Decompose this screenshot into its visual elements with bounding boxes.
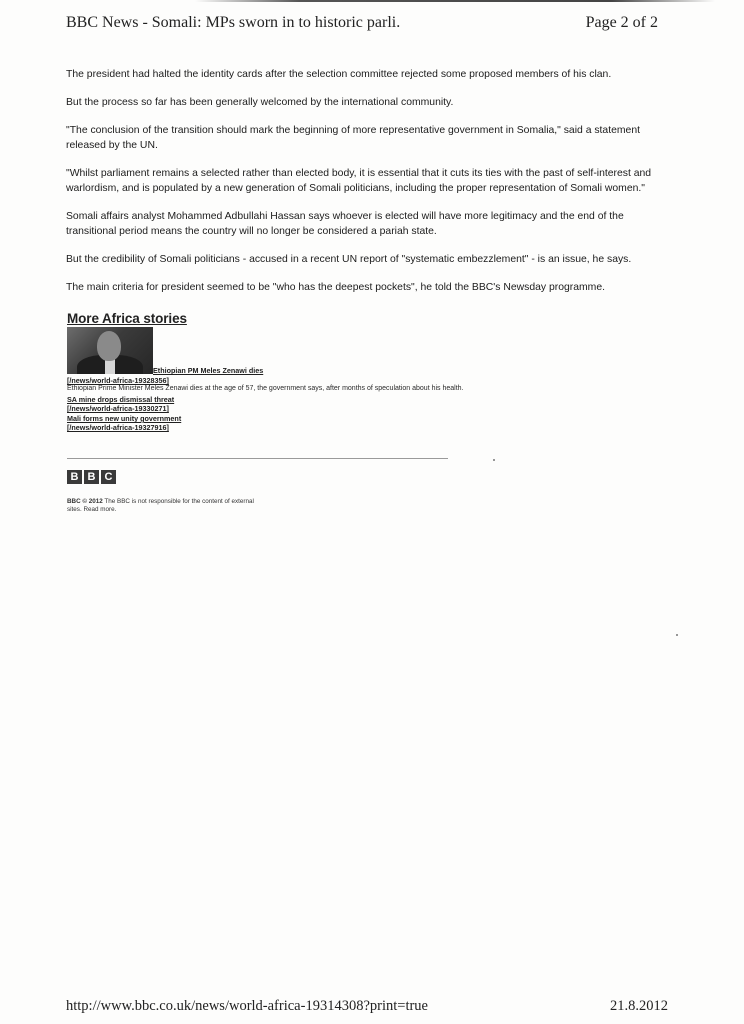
copyright-notice	[67, 498, 257, 514]
article-paragraph: But the credibility of Somali politicians - accused in a recent UN report of "systematic embezzlement" - is an issue, he says.	[66, 254, 632, 265]
story-url[interactable]: [/news/world-africa-19327916]	[67, 423, 169, 432]
bbc-logo-block: B	[84, 470, 99, 484]
bbc-logo-block: C	[101, 470, 116, 484]
print-footer	[66, 998, 668, 1018]
bbc-logo-block: B	[67, 470, 82, 484]
story-link-meles-zenawi[interactable]: Ethiopian PM Meles Zenawi dies	[153, 366, 264, 375]
copyright-label: BBC © 2012	[67, 498, 103, 505]
print-date: 21.8.2012	[610, 998, 668, 1014]
story-url[interactable]: [/news/world-africa-19330271]	[67, 404, 169, 413]
print-header	[66, 14, 658, 38]
document-title: BBC News - Somali: MPs sworn in to historic parli.	[66, 14, 401, 31]
scan-speck	[676, 634, 678, 636]
story-link-sa-mine[interactable]: SA mine drops dismissal threat	[67, 395, 175, 404]
scan-edge-mark	[195, 0, 715, 2]
copyright-text: The BBC is not responsible for the content of external sites. Read more.	[67, 498, 254, 513]
article-paragraph: Somali affairs analyst Mohammed Adbullahi Hassan says whoever is elected will have more legitimacy and the end of the transitional period means the country will no longer be considered a pariah state.	[66, 211, 624, 237]
story-link-mali[interactable]: Mali forms new unity government	[67, 414, 182, 423]
more-africa-stories-heading: More Africa stories	[67, 311, 187, 326]
story-summary: Ethiopian Prime Minister Meles Zenawi dies at the age of 57, the government says, after months of speculation about his health.	[67, 385, 464, 392]
page-url: http://www.bbc.co.uk/news/world-africa-19314308?print=true	[66, 998, 428, 1014]
story-url[interactable]: [/news/world-africa-19328356]	[67, 376, 169, 385]
article-paragraph: But the process so far has been generally welcomed by the international community.	[66, 97, 454, 108]
footer-divider	[67, 458, 448, 459]
article-body	[66, 67, 666, 308]
article-paragraph: "Whilst parliament remains a selected rather than elected body, it is essential that it cuts its ties with the past of self-interest and warlordism, and is populated by a new generation of Somali politicians, including the proper representation of Somali women."	[66, 168, 652, 194]
scan-speck	[493, 459, 495, 461]
article-paragraph: The main criteria for president seemed to be "who has the deepest pockets", he told the BBC's Newsday programme.	[66, 282, 605, 293]
page-number: Page 2 of 2	[585, 14, 658, 31]
thumbnail-face	[97, 331, 121, 361]
article-paragraph: "The conclusion of the transition should mark the beginning of more representative government in Somalia," said a statement released by the UN.	[66, 125, 640, 151]
story-thumbnail-image[interactable]	[67, 327, 153, 374]
article-paragraph: The president had halted the identity cards after the selection committee rejected some proposed members of his clan.	[66, 69, 612, 80]
bbc-logo	[67, 470, 116, 484]
